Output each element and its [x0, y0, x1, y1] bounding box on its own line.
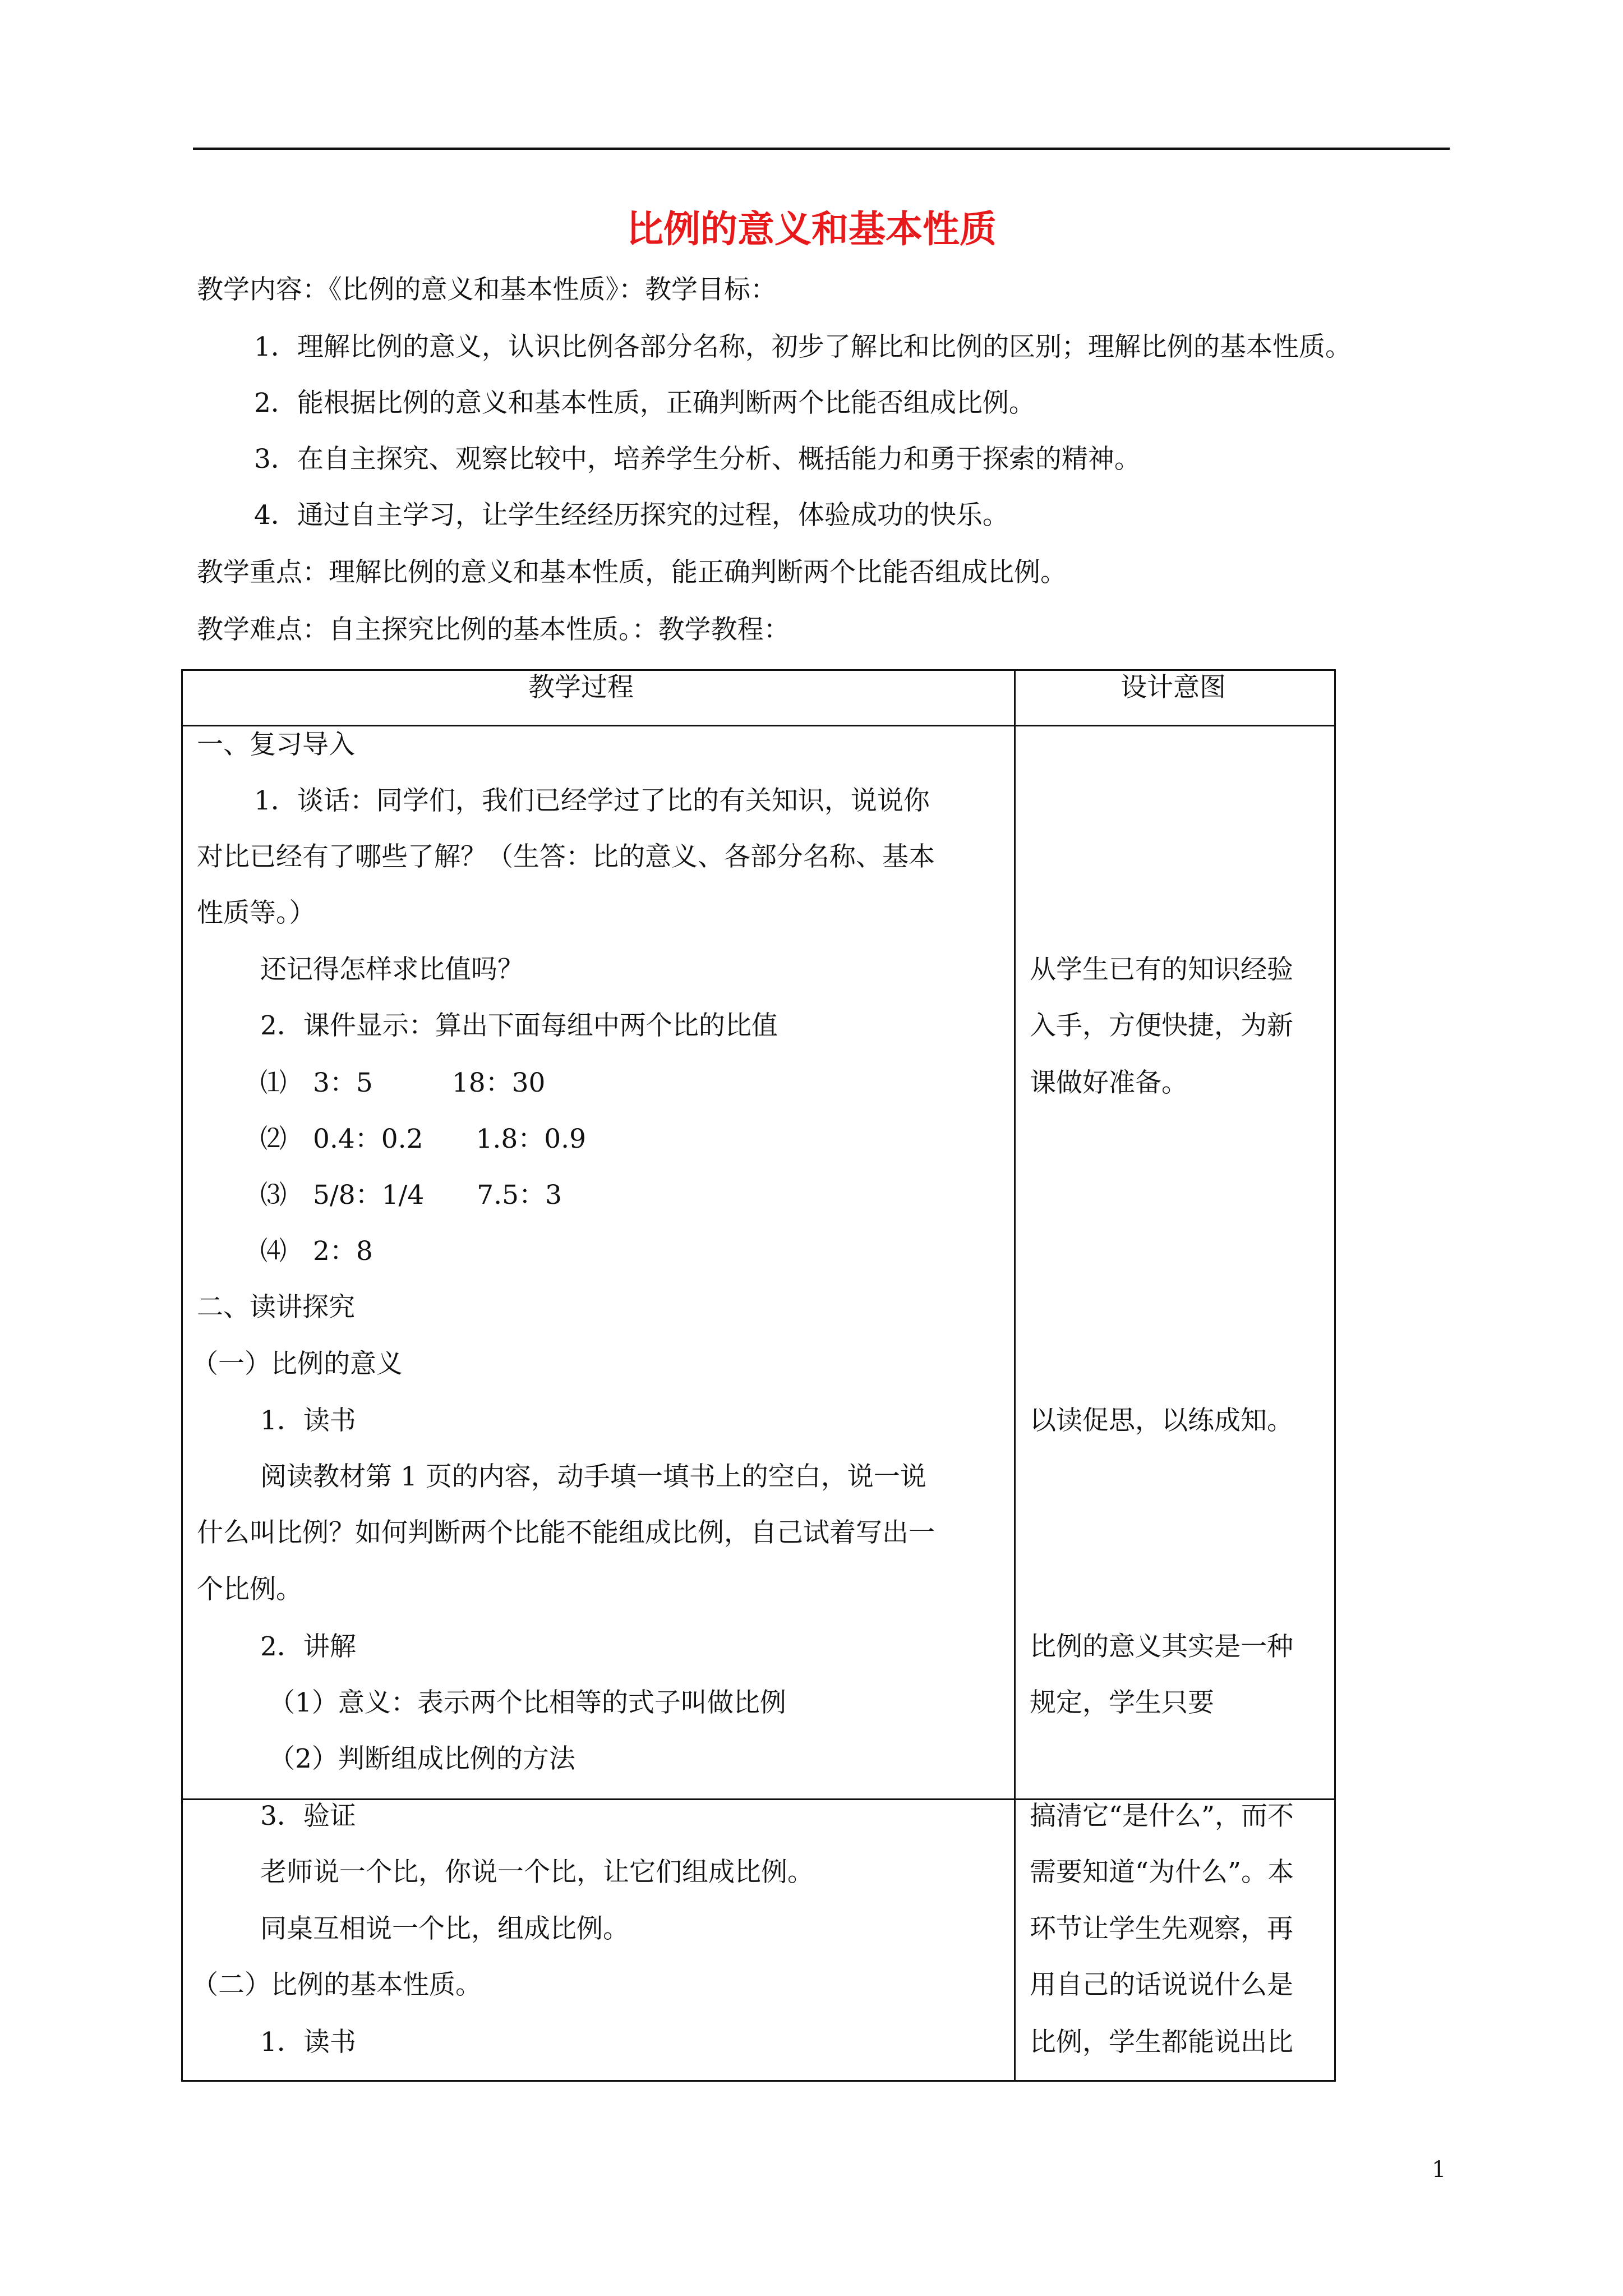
intent-line: 规定，学生只要	[1030, 1687, 1214, 1718]
process-line: 老师说一个比，你说一个比，让它们组成比例。	[260, 1857, 814, 1888]
process-line: 2．讲解	[260, 1631, 356, 1662]
header-rule	[193, 148, 1450, 150]
intent-line: 搞清它“是什么”，而不	[1030, 1801, 1294, 1832]
process-line: ⑶ 5/8：1/4 7.5：3	[260, 1180, 562, 1211]
intent-line: 从学生已有的知识经验	[1030, 954, 1293, 985]
process-line: 3．验证	[260, 1801, 356, 1832]
process-line: 1．读书	[260, 2027, 356, 2058]
intent-line: 比例，学生都能说出比	[1030, 2027, 1293, 2058]
objective-3: 3．在自主探究、观察比较中，培养学生分析、概括能力和勇于探索的精神。	[254, 444, 1141, 475]
header-teaching-process: 教学过程	[528, 672, 634, 703]
table-column-divider	[1014, 669, 1016, 2082]
document-title: 比例的意义和基本性质	[626, 208, 997, 251]
page-number: 1	[1432, 2157, 1446, 2183]
intent-line: 需要知道“为什么”。本	[1030, 1857, 1294, 1888]
intent-line: 环节让学生先观察，再	[1030, 1913, 1293, 1944]
process-line: 一、复习导入	[197, 729, 355, 760]
process-line: 个比例。	[197, 1574, 302, 1605]
process-line: （二）比例的基本性质。	[192, 1970, 482, 2000]
process-line: 性质等。）	[197, 898, 316, 928]
table-header-divider	[181, 725, 1336, 726]
process-line: 对比已经有了哪些了解？（生答：比的意义、各部分名称、基本	[197, 841, 935, 872]
process-line: ⑵ 0.4：0.2 1.8：0.9	[260, 1124, 586, 1154]
objective-4: 4．通过自主学习，让学生经经历探究的过程，体验成功的快乐。	[254, 500, 1009, 531]
process-line: 同桌互相说一个比，组成比例。	[260, 1913, 629, 1944]
process-line: 什么叫比例？如何判断两个比能不能组成比例，自己试着写出一	[197, 1517, 935, 1548]
key-point: 教学重点：理解比例的意义和基本性质，能正确判断两个比能否组成比例。	[197, 557, 1067, 588]
process-line: 2．课件显示：算出下面每组中两个比的比值	[260, 1010, 778, 1041]
intro-line: 教学内容：《比例的意义和基本性质》：教学目标：	[197, 274, 777, 305]
intent-line: 比例的意义其实是一种	[1030, 1631, 1293, 1662]
process-line: ⑴ 3：5 18：30	[260, 1068, 546, 1098]
difficult-point: 教学难点：自主探究比例的基本性质。：教学教程：	[197, 614, 790, 645]
objective-2: 2．能根据比例的意义和基本性质，正确判断两个比能否组成比例。	[254, 388, 1035, 418]
process-line: 还记得怎样求比值吗？	[260, 954, 524, 985]
intent-line: 课做好准备。	[1030, 1068, 1188, 1098]
objective-1: 1．理解比例的意义，认识比例各部分名称，初步了解比和比例的区别；理解比例的基本性质。	[254, 332, 1352, 362]
process-line: （2）判断组成比例的方法	[269, 1743, 575, 1774]
process-line: ⑷ 2：8	[260, 1236, 373, 1267]
process-line: 1．读书	[260, 1405, 356, 1436]
intent-line: 用自己的话说说什么是	[1030, 1970, 1293, 2000]
header-design-intent: 设计意图	[1121, 672, 1226, 703]
process-line: 阅读教材第 1 页的内容，动手填一填书上的空白，说一说	[260, 1461, 926, 1492]
intent-line: 入手，方便快捷，为新	[1030, 1010, 1293, 1041]
process-line: 二、读讲探究	[197, 1292, 355, 1323]
process-line: （1）意义：表示两个比相等的式子叫做比例	[269, 1687, 786, 1718]
process-line: 1．谈话：同学们，我们已经学过了比的有关知识，说说你	[254, 785, 930, 816]
intent-line: 以读促思，以练成知。	[1030, 1405, 1293, 1436]
process-line: （一）比例的意义	[192, 1349, 403, 1379]
